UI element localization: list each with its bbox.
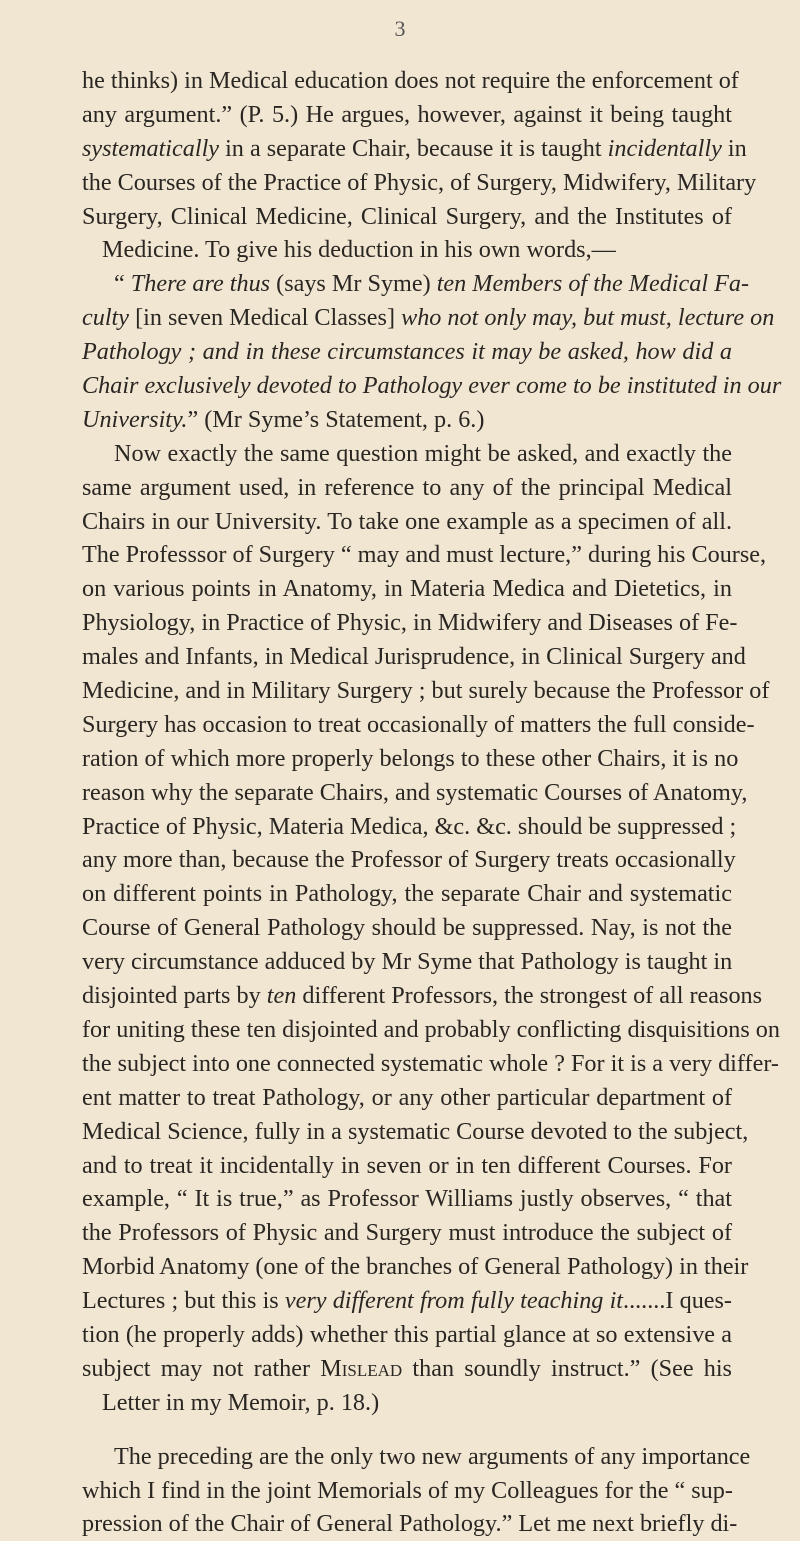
text-line: the Professors of Physic and Surgery must introduce the subject of <box>82 1219 732 1247</box>
text-line: Practice of Physic, Materia Medica, &c. &c. should be suppressed ; <box>82 812 737 840</box>
text-line: Surgery has occasion to treat occasionally of matters the full conside- <box>82 710 755 738</box>
text-line: Medicine, and in Military Surgery ; but surely because the Professor of <box>82 677 770 705</box>
text-line: any more than, because the Professor of Surgery treats occasionally <box>82 846 736 874</box>
text-line: reason why the separate Chairs, and systematic Courses of Anatomy, <box>82 778 748 806</box>
text-line: Morbid Anatomy (one of the branches of General Pathology) in their <box>82 1253 749 1281</box>
paragraph-gap <box>82 1420 732 1440</box>
text-line: males and Infants, in Medical Jurisprudence, in Clinical Surgery and <box>82 643 746 671</box>
text-line: the Courses of the Practice of Physic, of Surgery, Midwifery, Military <box>82 168 757 196</box>
text-line: Course of General Pathology should be suppressed. Nay, is not the <box>82 914 732 942</box>
text-line: he thinks) in Medical education does not require the enforcement of <box>82 67 739 94</box>
text-line: Medicine. To give his deduction in his own words,— <box>102 236 616 264</box>
text-line: tion (he properly adds) whether this partial glance at so extensive a <box>82 1320 732 1348</box>
text-line: Pathology ; and in these circumstances it may be asked, how did a <box>82 338 732 366</box>
text-line: on different points in Pathology, the separate Chair and systematic <box>82 880 732 908</box>
text-line: pression of the Chair of General Pathology.” Let me next briefly di- <box>82 1510 738 1538</box>
text-line: example, “ It is true,” as Professor Williams justly observes, “ that <box>82 1185 732 1213</box>
text-line: culty [in seven Medical Classes] who not only may, but must, lecture on <box>82 304 775 332</box>
text-line: Surgery, Clinical Medicine, Clinical Surgery, and the Institutes of <box>82 202 732 230</box>
text-line: for uniting these ten disjointed and probably conflicting disquisitions on <box>82 1015 780 1043</box>
text-line: ent matter to treat Pathology, or any other particular department of <box>82 1083 732 1111</box>
text-line: The preceding are the only two new arguments of any importance <box>114 1442 751 1470</box>
text-line: very circumstance adduced by Mr Syme that Pathology is taught in <box>82 948 733 976</box>
text-line: the subject into one connected systematic whole ? For it is a very differ- <box>82 1049 779 1077</box>
page-number: 3 <box>394 16 406 41</box>
text-line: on various points in Anatomy, in Materia Medica and Dietetics, in <box>82 575 732 603</box>
text-line: Medical Science, fully in a systematic Course devoted to the subject, <box>82 1117 749 1145</box>
text-line: Lectures ; but this is very different from fully teaching it.......I ques- <box>82 1287 732 1315</box>
text-line: and to treat it incidentally in seven or in ten different Courses. For <box>82 1151 732 1179</box>
body-text <box>82 64 782 1541</box>
text-line: disjointed parts by ten different Professors, the strongest of all reasons <box>82 982 763 1010</box>
text-line: Chairs in our University. To take one example as a specimen of all. <box>82 507 732 535</box>
text-line: systematically in a separate Chair, because it is taught incidentally in <box>82 134 747 162</box>
text-line: which I find in the joint Memorials of my Colleagues for the “ sup- <box>82 1476 733 1504</box>
text-line: “ There are thus (says Mr Syme) ten Members of the Medical Fa- <box>114 270 750 298</box>
text-line: Chair exclusively devoted to Pathology ever come to be instituted in our <box>82 372 782 400</box>
text-line: any argument.” (P. 5.) He argues, however, against it being taught <box>82 100 732 128</box>
text-line: subject may not rather Mislead than soundly instruct.” (See his <box>82 1354 732 1382</box>
text-line: ration of which more properly belongs to these other Chairs, it is no <box>82 744 739 772</box>
text-line: Letter in my Memoir, p. 18.) <box>102 1388 380 1416</box>
text-line: same argument used, in reference to any of the principal Medical <box>82 473 732 501</box>
text-line: University.” (Mr Syme’s Statement, p. 6.) <box>82 405 485 433</box>
text-line: Now exactly the same question might be asked, and exactly the <box>114 439 732 467</box>
text-line: Physiology, in Practice of Physic, in Midwifery and Diseases of Fe- <box>82 609 738 637</box>
text-line: The Professsor of Surgery “ may and must lecture,” during his Course, <box>82 541 767 569</box>
